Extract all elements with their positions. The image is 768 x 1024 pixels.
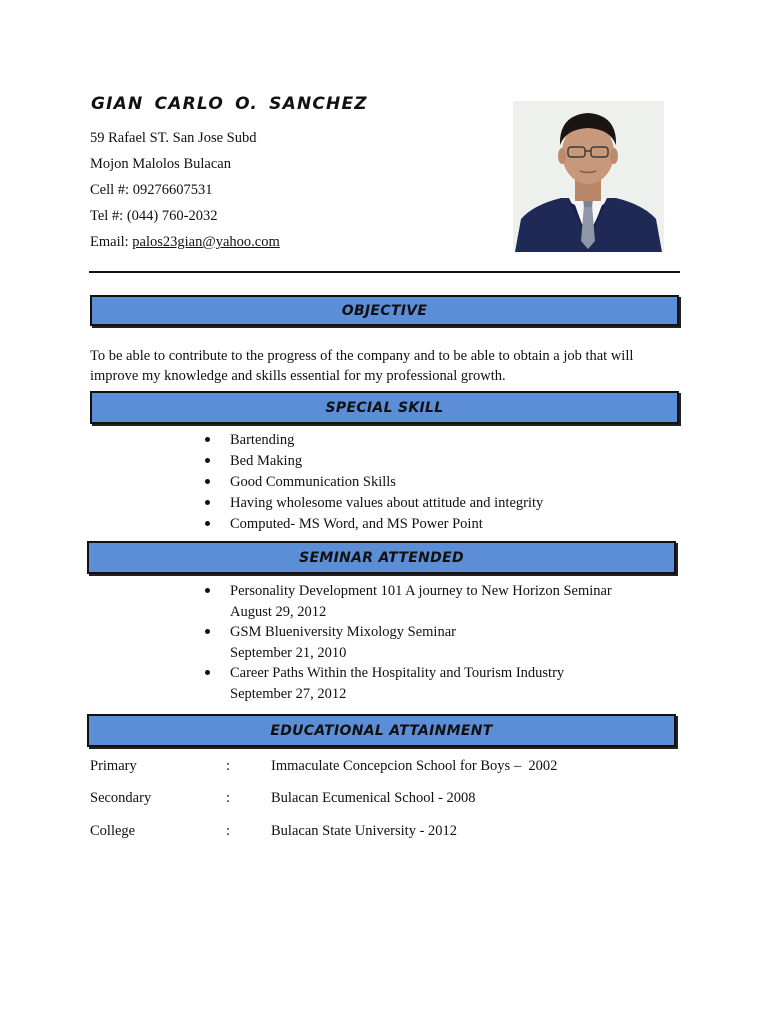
education-level: Secondary bbox=[90, 790, 152, 806]
list-item bbox=[201, 493, 543, 514]
seminar-name: Career Paths Within the Hospitality and Tourism Industry bbox=[230, 665, 565, 681]
address-line-1: 59 Rafael ST. San Jose Subd bbox=[90, 130, 257, 146]
bullet-icon bbox=[205, 629, 210, 634]
bullet-icon bbox=[205, 458, 210, 463]
tel-number: Tel #: (044) 760-2032 bbox=[90, 208, 218, 224]
cell-number: Cell #: 09276607531 bbox=[90, 182, 213, 198]
education-school: Immaculate Concepcion School for Boys – 2002 bbox=[271, 758, 558, 774]
skill-text: Bartending bbox=[230, 432, 295, 448]
list-item bbox=[201, 581, 612, 622]
education-section-header bbox=[87, 714, 676, 747]
skills-list bbox=[201, 430, 543, 535]
education-level: College bbox=[90, 823, 136, 839]
list-item bbox=[201, 430, 543, 451]
seminar-date: September 21, 2010 bbox=[230, 644, 347, 661]
list-item bbox=[201, 622, 612, 663]
skill-text: Having wholesome values about attitude and integrity bbox=[230, 495, 544, 511]
education-colon: : bbox=[226, 823, 231, 839]
seminar-date: August 29, 2012 bbox=[230, 603, 327, 620]
seminar-date: September 27, 2012 bbox=[230, 685, 347, 702]
email-label: Email: bbox=[90, 234, 133, 250]
education-colon: : bbox=[226, 758, 231, 774]
seminars-list bbox=[201, 581, 612, 704]
list-item bbox=[201, 663, 612, 704]
education-school: Bulacan State University - 2012 bbox=[271, 823, 458, 839]
education-title: EDUCATIONAL ATTAINMENT bbox=[270, 722, 493, 739]
education-level: Primary bbox=[90, 758, 137, 774]
education-school: Bulacan Ecumenical School - 2008 bbox=[271, 790, 476, 806]
profile-photo bbox=[513, 101, 664, 252]
seminar-name: GSM Blueniversity Mixology Seminar bbox=[230, 624, 456, 640]
seminars-title: SEMINAR ATTENDED bbox=[299, 549, 464, 566]
list-item bbox=[201, 451, 543, 472]
objective-text: To be able to contribute to the progress of the company and to be able to obtain a job that will improve my knowledge and skills essential for my professional growth. bbox=[90, 348, 634, 384]
bullet-icon bbox=[205, 588, 210, 593]
skills-title: SPECIAL SKILL bbox=[325, 399, 444, 416]
bullet-icon bbox=[205, 521, 210, 526]
objective-section-header bbox=[90, 295, 679, 326]
bullet-icon bbox=[205, 437, 210, 442]
education-colon: : bbox=[226, 790, 231, 806]
list-item bbox=[201, 472, 543, 493]
skill-text: Bed Making bbox=[230, 453, 303, 469]
skill-text: Good Communication Skills bbox=[230, 474, 396, 490]
email-line bbox=[90, 233, 280, 251]
skills-section-header bbox=[90, 391, 679, 424]
bullet-icon bbox=[205, 479, 210, 484]
bullet-icon bbox=[205, 670, 210, 675]
address-line-2: Mojon Malolos Bulacan bbox=[90, 156, 231, 172]
skill-text: Computed- MS Word, and MS Power Point bbox=[230, 516, 483, 532]
seminars-section-header bbox=[87, 541, 676, 574]
list-item bbox=[201, 514, 543, 535]
applicant-name: GIAN CARLO O. SANCHEZ bbox=[91, 94, 368, 114]
email-link[interactable]: palos23gian@yahoo.com bbox=[132, 234, 280, 250]
header-divider bbox=[89, 271, 680, 273]
bullet-icon bbox=[205, 500, 210, 505]
seminar-name: Personality Development 101 A journey to New Horizon Seminar bbox=[230, 583, 612, 599]
objective-title: OBJECTIVE bbox=[341, 302, 428, 319]
